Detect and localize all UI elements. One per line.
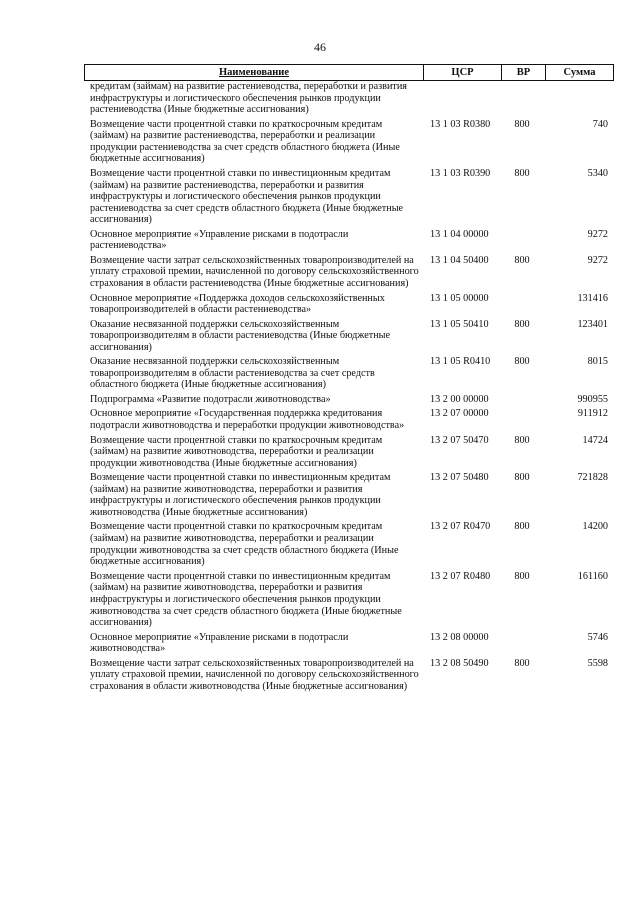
cell-csr xyxy=(422,81,500,116)
cell-name: Возмещение части процентной ставки по инвестиционным кредитам (займам) на развитие животноводства, переработки и развития инфраструктуры и логистического обеспечения рынков продукции животноводства (Иные бюджетные ассигнования) xyxy=(90,472,391,518)
table-row xyxy=(84,319,614,354)
cell-vr: 800 xyxy=(514,521,530,533)
cell-name: Возмещение части процентной ставки по краткосрочным кредитам (займам) на развитие животноводства, переработки и реализации продукции животноводства за счет средств областного бюджета (Иные бюджетные ассигнования) xyxy=(90,521,399,568)
cell-name: Возмещение части процентной ставки по инвестиционным кредитам (займам) на развитие растениеводства, переработки и развития инфраструктуры и логистического обеспечения рынков продукции растениеводства за счет средств областного бюджета (Иные бюджетные ассигнования) xyxy=(90,167,404,226)
cell-sum: 14724 xyxy=(582,434,608,446)
table-row xyxy=(84,472,614,518)
cell-vr xyxy=(500,632,544,655)
cell-name: Основное мероприятие «Поддержка доходов сельскохозяйственных товаропроизводителей в области растениеводства» xyxy=(90,292,385,316)
table-row xyxy=(84,408,614,431)
cell-name: Основное мероприятие «Государственная поддержка кредитования подотрасли животноводства и переработки продукции животноводства» xyxy=(90,408,405,432)
table-row xyxy=(84,229,614,252)
cell-sum: 5598 xyxy=(587,657,608,669)
cell-csr: 13 1 05 00000 xyxy=(430,292,489,304)
cell-csr: 13 1 05 50410 xyxy=(430,318,489,330)
table-body xyxy=(84,81,614,692)
cell-csr: 13 1 05 R0410 xyxy=(430,356,491,368)
page-number: 46 xyxy=(314,40,326,54)
cell-csr: 13 1 03 R0390 xyxy=(430,167,491,179)
cell-name: Основное мероприятие «Управление рисками в подотрасли растениеводства» xyxy=(90,228,349,252)
cell-name: Возмещение части затрат сельскохозяйственных товаропроизводителей на уплату страховой премии, начисленной по договору сельскохозяйственного страхования в области растениеводства (Иные бюджетные ассигнования) xyxy=(90,254,419,290)
cell-sum: 123401 xyxy=(577,318,608,330)
cell-name: Подпрограмма «Развитие подотрасли животноводства» xyxy=(90,393,331,405)
cell-name: Возмещение части процентной ставки по инвестиционным кредитам (займам) на развитие животноводства, переработки и развития инфраструктуры и логистического обеспечения рынков продукции животноводства за счет средств областного бюджета (Иные бюджетные ассигнования) xyxy=(90,570,402,629)
cell-sum: 5746 xyxy=(587,631,608,643)
cell-csr: 13 2 08 50490 xyxy=(430,657,489,669)
cell-name: Основное мероприятие «Управление рисками в подотрасли животноводства» xyxy=(90,631,349,655)
cell-name: Возмещение части процентной ставки по краткосрочным кредитам (займам) на развитие растениеводства, переработки и реализации продукции растениеводства за счет средств областного бюджета (Иные бюджетные ассигнования) xyxy=(90,118,400,165)
cell-sum xyxy=(544,81,612,116)
cell-vr: 800 xyxy=(514,356,530,368)
cell-sum: 911912 xyxy=(577,408,608,420)
cell-vr xyxy=(500,408,544,431)
cell-vr xyxy=(500,81,544,116)
cell-name: Оказание несвязанной поддержки сельскохозяйственным товаропроизводителям в области растениеводства за счет средств областного бюджета (Иные бюджетные ассигнования) xyxy=(90,356,375,391)
header-sum: Сумма xyxy=(545,65,613,80)
cell-csr: 13 2 00 00000 xyxy=(430,393,489,405)
cell-vr: 800 xyxy=(514,318,530,330)
cell-vr: 800 xyxy=(514,434,530,446)
cell-sum: 131416 xyxy=(577,292,608,304)
cell-sum: 990955 xyxy=(577,393,608,405)
table-row xyxy=(84,168,614,226)
table-row xyxy=(84,394,614,406)
cell-csr: 13 1 04 00000 xyxy=(430,228,489,240)
cell-csr: 13 2 07 R0470 xyxy=(430,521,491,533)
cell-vr xyxy=(500,293,544,316)
cell-csr: 13 1 03 R0380 xyxy=(430,118,491,130)
cell-sum: 5340 xyxy=(587,167,608,179)
cell-vr: 800 xyxy=(514,118,530,130)
cell-vr: 800 xyxy=(514,657,530,669)
cell-csr: 13 2 08 00000 xyxy=(430,631,489,643)
cell-vr: 800 xyxy=(514,254,530,266)
header-name-label: Наименование xyxy=(219,67,289,78)
cell-sum: 721828 xyxy=(577,472,608,484)
cell-csr: 13 1 04 50400 xyxy=(430,254,489,266)
header-vr: ВР xyxy=(501,65,545,80)
table-row xyxy=(84,658,614,693)
cell-sum: 740 xyxy=(592,118,608,130)
table-row xyxy=(84,632,614,655)
cell-name: Возмещение части процентной ставки по краткосрочным кредитам (займам) на развитие животноводства, переработки и реализации продукции животноводства (Иные бюджетные ассигнования) xyxy=(90,434,383,469)
cell-sum: 9272 xyxy=(587,228,608,240)
cell-sum: 9272 xyxy=(587,254,608,266)
cell-vr: 800 xyxy=(514,167,530,179)
cell-sum: 8015 xyxy=(587,356,608,368)
cell-csr: 13 2 07 R0480 xyxy=(430,570,491,582)
budget-table xyxy=(84,64,614,695)
cell-vr xyxy=(500,229,544,252)
table-row xyxy=(84,571,614,629)
cell-name: Возмещение части затрат сельскохозяйственных товаропроизводителей на уплату страховой премии, начисленной по договору сельскохозяйственного страхования в области животноводства (Иные бюджетные ассигнования) xyxy=(90,657,419,692)
cell-vr: 800 xyxy=(514,570,530,582)
cell-sum: 14200 xyxy=(582,521,608,533)
table-row xyxy=(84,81,614,116)
cell-csr: 13 2 07 50480 xyxy=(430,472,489,484)
header-name xyxy=(85,65,423,80)
cell-csr: 13 2 07 00000 xyxy=(430,408,489,420)
table-row xyxy=(84,255,614,290)
cell-name: Оказание несвязанной поддержки сельскохозяйственным товаропроизводителям в области растениеводства (Иные бюджетные ассигнования) xyxy=(90,318,391,353)
cell-vr xyxy=(500,394,544,406)
table-row xyxy=(84,293,614,316)
table-row xyxy=(84,119,614,165)
table-row xyxy=(84,435,614,470)
table-row xyxy=(84,356,614,391)
table-header xyxy=(84,64,614,81)
cell-sum: 161160 xyxy=(577,570,608,582)
cell-name: кредитам (займам) на развитие растениеводства, переработки и развития инфраструктуры и логистического обеспечения рынков продукции растениеводства (Иные бюджетные ассигнования) xyxy=(90,81,407,116)
cell-vr: 800 xyxy=(514,472,530,484)
header-csr: ЦСР xyxy=(423,65,501,80)
cell-csr: 13 2 07 50470 xyxy=(430,434,489,446)
table-row xyxy=(84,521,614,567)
